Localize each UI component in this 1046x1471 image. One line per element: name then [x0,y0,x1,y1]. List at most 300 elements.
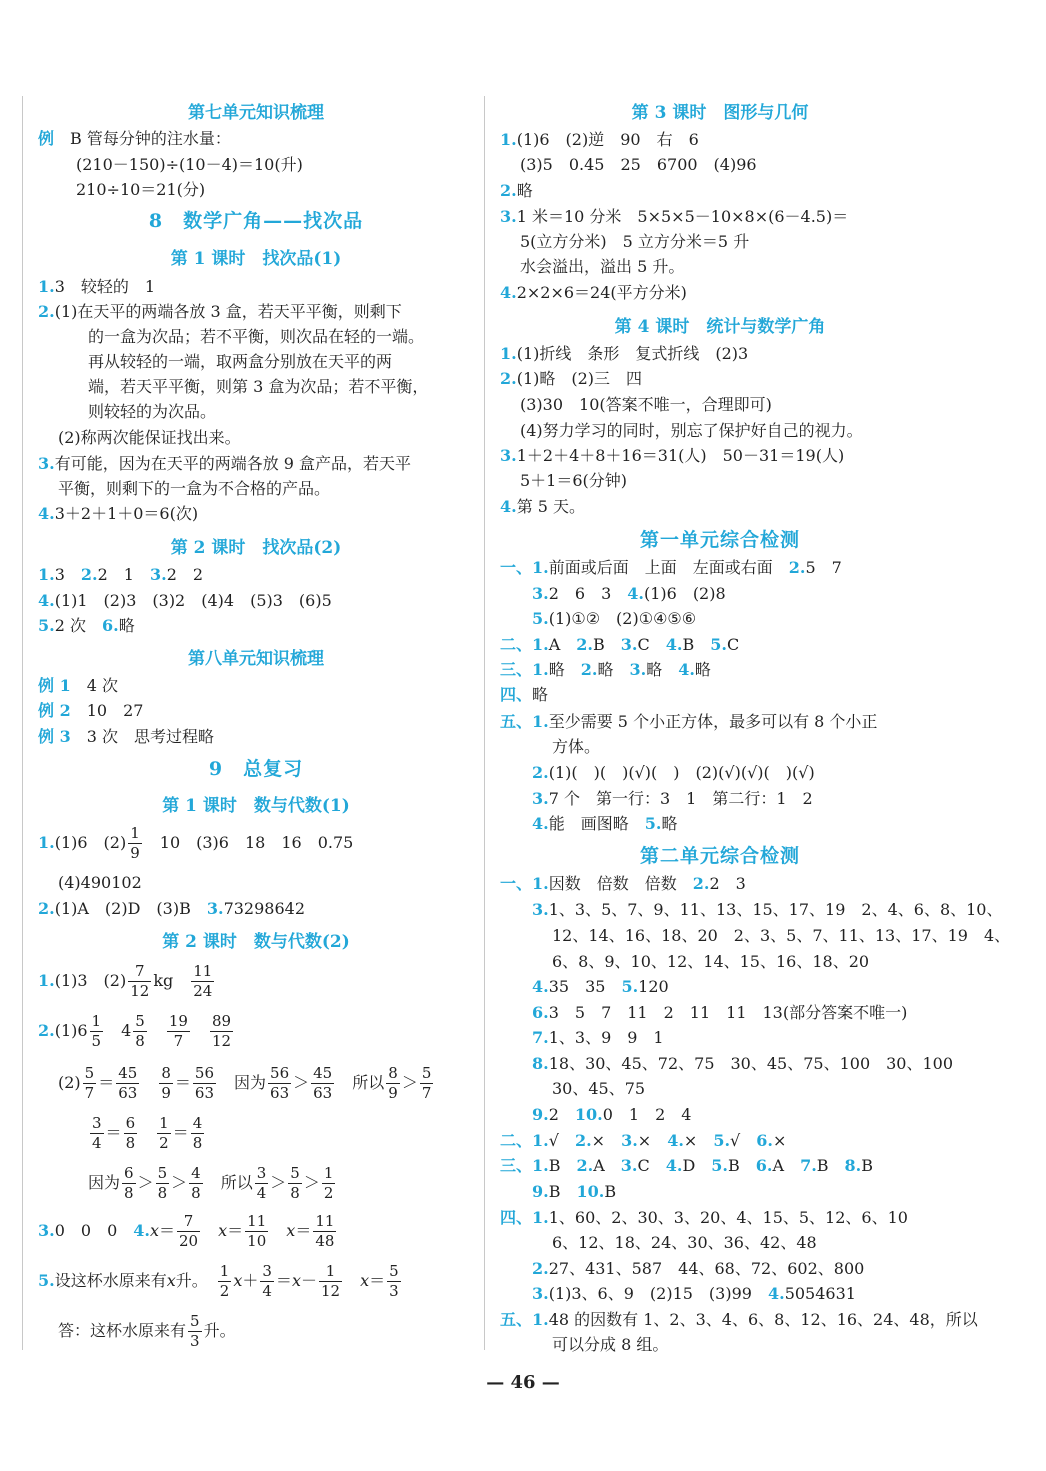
answer-text: 4 次 [86,676,119,695]
q-number: 4. [500,283,517,302]
r2-answer-2-part2-row2 [88,1110,206,1156]
geometry-lesson-heading: 第 3 课时 图形与几何 [631,103,809,123]
s-answer-3b: 5＋1＝6(分钟) [520,471,628,490]
answer-text: 1 米＝10 分米 5×5×5－10×8×(6－4.5)＝ [516,207,849,226]
greater-sign: ＞ [270,1173,287,1192]
answer-text: 10 27 [86,701,144,720]
l2-answers-5-6 [38,615,135,637]
answer-text: 3 较轻的 1 [54,277,156,296]
q-number: 5. [38,616,55,635]
answer-text: 略 [661,814,678,833]
equals-sign: ＝ [174,1073,191,1092]
equals-sign: ＝ [98,1073,115,1092]
q-number: 10. [574,1105,603,1124]
numerator: 5 [157,1164,168,1182]
numerator: 1 [323,1164,334,1182]
answer-text: × [637,1131,652,1150]
therefore-text: 所以 [220,1173,253,1192]
s-answer-4 [500,496,585,518]
column-divider [484,96,485,1350]
example-line-1 [38,128,231,150]
t2-section4-line1 [500,1207,908,1229]
fraction [191,964,214,999]
answer-text: × [772,1131,787,1150]
s-answer-2b: (3)30 10(答案不唯一，合理即可) [520,395,772,414]
greater-sign: ＞ [137,1173,154,1192]
answer-text: 10 (3)6 18 16 0.75 [143,833,354,852]
numerator: 11 [315,1212,335,1230]
numerator: 56 [270,1064,290,1082]
g-answer-3b: 5(立方分米) 5 立方分米＝5 升 [520,232,750,251]
q-number: 6. [102,616,119,635]
answer-text: (1)3 (2) [54,971,127,990]
denominator: 8 [125,1134,136,1152]
answer-text: B [816,1156,829,1175]
answer-text: B [604,1182,617,1201]
fraction [322,1166,336,1201]
answer-text: 至少需要 5 个小正方体，最多可以有 8 个小正 [548,712,878,731]
denominator: 4 [92,1134,102,1152]
numerator: 11 [247,1212,267,1230]
answer-text: 4 [121,1021,132,1040]
denominator: 24 [193,982,213,1000]
q-number: 2. [576,1156,594,1175]
unit2-test-heading: 第二单元综合检测 [639,845,800,867]
answer-text: 升。 [175,1271,200,1290]
t1-section5-line1b: 方体。 [552,737,601,756]
answer-text: 5 7 [805,558,842,577]
fraction [159,1066,173,1101]
answer-text: 略 [548,660,565,679]
numerator: 5 [135,1012,145,1030]
q-number: 2. [788,558,806,577]
q-number: 5. [38,1271,55,1290]
q-number: 4. [667,1131,684,1150]
denominator: 8 [157,1184,168,1202]
answer-text: (1)在天平的两端各放 3 盒，若天平平衡，则剩下 [54,302,402,321]
l1-answer-2b: 的一盒为次品；若不平衡，则次品在轻的一端。 [88,327,425,346]
q-number: 3. [621,1131,638,1150]
denominator: 63 [313,1084,333,1102]
fraction [420,1066,434,1101]
unit8-example-3 [38,726,214,748]
answer-text: 3 次 思考过程略 [86,727,215,746]
q-number: 2. [38,302,55,321]
l1-answer-3b: 平衡，则剩下的一盒为不合格的产品。 [58,479,331,498]
denominator: 9 [130,844,140,862]
numerator: 8 [161,1064,171,1082]
unit8-summary-heading: 第八单元知识梳理 [188,649,324,669]
answer-text: 略 [118,616,135,635]
t2-answer-6 [532,1002,907,1024]
answer-text: (1)略 (2)三 四 [516,369,643,388]
q-number: 2. [532,1259,549,1278]
answer-text: (1)A (2)D (3)B [54,899,191,918]
fraction [128,826,142,861]
q-number: 4. [665,635,683,654]
q-number: 3. [532,900,549,919]
t2-answer-8a [532,1053,953,1075]
answer-text: (1)6 (2)逆 90 右 6 [516,130,699,149]
r1-answers-2-3 [38,898,305,920]
denominator: 2 [323,1184,334,1202]
variable-x: x [291,1271,301,1290]
l1-answer-1 [38,276,155,298]
greater-sign: ＞ [171,1173,188,1192]
denominator: 12 [320,1282,341,1300]
q-number: 2. [532,763,549,782]
denominator: 3 [389,1282,399,1300]
answer-text: B [728,1156,740,1175]
fraction [319,1264,342,1299]
g-answer-1b: (3)5 0.45 25 6700 (4)96 [520,155,757,174]
answer-text: × [683,1131,698,1150]
answer-text: 0 1 2 4 [602,1105,692,1124]
numerator: 6 [124,1164,134,1182]
fraction [191,1116,205,1151]
numerator: 3 [262,1262,272,1280]
q-number: 3. [500,207,517,226]
t2-section4-line2 [532,1258,864,1280]
denominator: 8 [192,1134,203,1152]
answer-text: (1)①② (2)①④⑤⑥ [548,609,697,628]
fraction [90,1014,104,1049]
q-number: 2. [38,899,55,918]
g-answer-1 [500,129,699,151]
g-answer-2 [500,180,533,202]
answer-text: 7 个 第一行：3 1 第二行：1 2 [548,789,813,808]
q-number: 4. [767,1284,785,1303]
r2-answer-5 [38,1258,403,1304]
q-number: 8. [532,1054,549,1073]
denominator: 7 [84,1084,95,1102]
l1-answer-2c: 再从较轻的一端，取两盒分别放在天平的两 [88,352,393,371]
q-number: 3. [532,584,549,603]
q-number: 4. [678,660,695,679]
denominator: 8 [135,1032,145,1050]
fraction [177,1214,200,1249]
s-answer-2 [500,368,642,390]
equals-sign: ＝ [105,1123,122,1142]
section-number: 三、1. [500,660,549,679]
answer-text: 略 [646,660,663,679]
answer-text: 升。 [203,1321,236,1340]
t1-section4 [500,684,548,706]
unit1-test-heading: 第一单元综合检测 [639,529,800,551]
q-number: 3. [206,899,224,918]
t2-section3-line1 [500,1155,873,1177]
q-number: 4. [532,977,549,996]
r1-answer-1c: (4)490102 [58,873,142,892]
t1-section5-line4 [532,813,677,835]
numerator: 1 [91,1012,102,1030]
denominator: 63 [194,1084,214,1102]
answer-text: A [548,635,561,654]
fraction [268,1066,291,1101]
answer-text: 略 [694,660,711,679]
fraction [255,1166,269,1201]
q-number: 6. [532,1003,549,1022]
example-label: 例 2 [38,701,71,720]
variable-x: x [286,1221,296,1240]
t2-section4-line3 [532,1283,856,1305]
t2-answers-9-10 [532,1104,691,1126]
answer-text: 3 [54,565,65,584]
numerator: 3 [92,1114,102,1132]
left-margin-rule [22,96,23,1350]
t2-answer-3a [532,899,1002,921]
q-number: 6. [756,1131,773,1150]
t2-answer-3c: 6、8、9、10、12、14、15、16、18、20 [552,952,870,971]
q-number: 9. [532,1182,549,1201]
answer-text: 答：这杯水原来有 [58,1321,187,1340]
fraction [210,1014,233,1049]
denominator: 3 [190,1332,200,1350]
review-lesson2-heading: 第 2 课时 数与代数(2) [162,932,350,952]
greater-sign: ＞ [401,1073,418,1092]
answer-text: 2 3 [709,874,746,893]
fraction [288,1166,302,1201]
answer-text: × [591,1131,606,1150]
numerator: 7 [128,964,151,982]
q-number: 1. [500,130,517,149]
answer-text: 2×2×6＝24(平方分米) [516,283,687,302]
q-number: 3. [532,789,549,808]
t2-answer-3b: 12、14、16、18、20 2、3、5、7、11、13、17、19 4、 [552,926,1011,945]
g-answer-3c: 水会溢出，溢出 5 升。 [520,257,685,276]
answer-text: 18、30、45、72、75 30、45、75、100 30、100 [548,1054,954,1073]
numerator: 56 [194,1064,214,1082]
variable-x: x [218,1221,228,1240]
lesson2-heading: 第 2 课时 找次品(2) [170,538,342,558]
answer-text: D [682,1156,696,1175]
q-number: 5. [711,1156,728,1175]
t1-section2 [500,634,739,656]
answer-text: 3＋2＋1＋0＝6(次) [54,504,199,523]
example-line-3: 210÷10＝21(分) [76,180,206,199]
unit8-example-1 [38,675,118,697]
t2-section5-line1b: 可以分成 8 组。 [552,1335,669,1354]
section-number: 五、1. [500,712,549,731]
numerator: 8 [388,1064,398,1082]
r2-answer-2-part2-row1 [58,1060,435,1106]
answer-text: (1)6 [54,1021,88,1040]
l2-answer-4 [38,590,332,612]
fraction [387,1264,401,1299]
answer-text: √ [548,1131,559,1150]
denominator: 48 [315,1232,335,1250]
variable-x: x [149,1221,159,1240]
answer-text: C [637,635,650,654]
answer-text: 2 6 3 [548,584,612,603]
numerator: 45 [313,1064,333,1082]
variable-x: x [360,1271,370,1290]
page-number: — 46 — [486,1372,560,1393]
denominator: 2 [159,1134,169,1152]
fraction [122,1166,136,1201]
plus-sign: ＋ [242,1271,259,1290]
example-label: 例 1 [38,676,71,695]
answer-text: 略 [597,660,614,679]
numerator: 19 [168,1012,188,1030]
section-number: 四、1. [500,1208,549,1227]
q-number: 5. [532,609,549,628]
q-number: 3. [500,446,517,465]
because-text: 因为 [88,1173,121,1192]
fraction [218,1264,232,1299]
r1-answer-1 [38,820,353,866]
numerator: 5 [190,1312,200,1330]
q-number: 3. [620,635,638,654]
unit8-example-2 [38,700,143,722]
t1-section1-line3 [532,608,696,630]
answer-text: (1)( )( )(√)( ) (2)(√)(√)( )(√) [548,763,815,782]
q-number: 10. [576,1182,605,1201]
equals-sign: ＝ [295,1221,312,1240]
q-number: 3. [532,1284,549,1303]
q-number: 2. [692,874,710,893]
q-number: 4. [500,497,517,516]
l1-answer-4 [38,503,198,525]
r2-answers-3-4 [38,1208,338,1254]
section-number: 二、1. [500,1131,549,1150]
answer-text: 1＋2＋4＋8＋16＝31(人) 50－31＝19(人) [516,446,845,465]
denominator: 7 [421,1084,432,1102]
answer-text: 设这杯水原来有 [54,1271,167,1290]
answer-text: 1、3、5、7、9、11、13、15、17、19 2、4、6、8、10、 [548,900,1003,919]
unit7-summary-heading: 第七单元知识梳理 [188,103,324,123]
denominator: 12 [211,1032,232,1050]
fraction [157,1116,171,1151]
variable-x: x [166,1271,176,1290]
t2-section2 [500,1130,786,1152]
q-number: 3. [38,1221,55,1240]
s-answer-2c: (4)努力学习的同时，别忘了保护好自己的视力。 [520,421,863,440]
q-number: 3. [629,660,647,679]
answer-text: B [593,635,605,654]
fraction [167,1014,190,1049]
answer-text: A [772,1156,785,1175]
answer-text: 略 [532,685,549,704]
numerator: 5 [84,1064,95,1082]
q-number: 1. [38,565,55,584]
t1-section3 [500,659,711,681]
q-number: 3. [38,454,55,473]
q-number: 5. [621,977,639,996]
l1-answer-3 [38,453,411,475]
denominator: 5 [91,1032,102,1050]
answer-text: B [861,1156,874,1175]
denominator: 63 [118,1084,138,1102]
answer-text: 前面或后面 上面 左面或右面 [548,558,773,577]
q-number: 4. [38,591,55,610]
fraction [386,1066,400,1101]
r2-answer-2 [38,1008,235,1054]
numerator: 6 [125,1114,136,1132]
q-number: 8. [844,1156,862,1175]
s-answer-1 [500,343,748,365]
denominator: 2 [219,1282,230,1300]
equals-sign: ＝ [227,1221,244,1240]
lesson1-heading: 第 1 课时 找次品(1) [170,249,342,269]
q-number: 2. [580,660,598,679]
statistics-lesson-heading: 第 4 课时 统计与数学广角 [614,317,826,337]
because-text: 因为 [234,1073,267,1092]
example-line-2: (210－150)÷(10－4)＝10(升) [76,155,303,174]
section-number: 一、1. [500,874,549,893]
t1-section1-line1 [500,557,842,579]
example-label: 例 [38,129,55,148]
numerator: 3 [256,1164,267,1182]
q-number: 4. [532,814,549,833]
numerator: 5 [290,1164,300,1182]
t2-answer-7 [532,1027,664,1049]
section-number: 五、1. [500,1310,549,1329]
answer-text: 1、3、9 9 1 [548,1028,664,1047]
q-number: 9. [532,1105,549,1124]
denominator: 8 [290,1184,300,1202]
numerator: 1 [159,1114,169,1132]
q-number: 2. [576,635,593,654]
denominator: 8 [124,1184,134,1202]
fraction [124,1116,138,1151]
s-answer-3 [500,445,844,467]
r2-answer-2-part2-row3 [88,1160,337,1206]
answer-text: 有可能，因为在天平的两端各放 9 盒产品，若天平 [54,454,412,473]
q-number: 6. [755,1156,773,1175]
variable-x: x [233,1271,243,1290]
fraction [128,964,151,999]
section-number: 三、1. [500,1156,549,1175]
numerator: 5 [421,1064,432,1082]
answer-text: 120 [638,977,669,996]
equals-sign: ＝ [369,1271,386,1290]
t2-section4-line1b: 6、12、18、24、30、36、42、48 [552,1233,817,1252]
answer-text: (1)6 (2) [54,833,127,852]
denominator: 4 [256,1184,267,1202]
r2-answer-1 [38,958,216,1004]
t2-answers-4-5 [532,976,669,998]
denominator: 63 [270,1084,290,1102]
therefore-text: 所以 [352,1073,385,1092]
example-label: 例 3 [38,727,71,746]
answer-text: 5054631 [784,1284,856,1303]
greater-sign: ＞ [293,1073,310,1092]
answer-text: B [548,1182,561,1201]
fraction [189,1166,203,1201]
t1-section1-line2 [532,583,726,605]
answer-text: 略 [516,181,533,200]
fraction [311,1066,334,1101]
q-number: 1. [38,971,55,990]
equals-sign: ＝ [159,1221,176,1240]
example-text-1: B 管每分钟的注水量： [70,129,231,148]
t2-section5-line1 [500,1309,978,1331]
t1-section5-line3 [532,788,813,810]
fraction [245,1214,268,1249]
numerator: 5 [389,1262,399,1280]
g-answer-4 [500,282,687,304]
r2-answer-5-conclusion [58,1308,236,1354]
numerator: 4 [191,1164,201,1182]
denominator: 7 [173,1032,184,1050]
equals-sign: ＝ [275,1271,292,1290]
fraction [133,1014,147,1049]
answer-text: 第 5 天。 [516,497,586,516]
fraction [83,1066,97,1101]
answer-text: (1)6 (2)8 [643,584,726,603]
answer-text: 0 0 0 [54,1221,118,1240]
